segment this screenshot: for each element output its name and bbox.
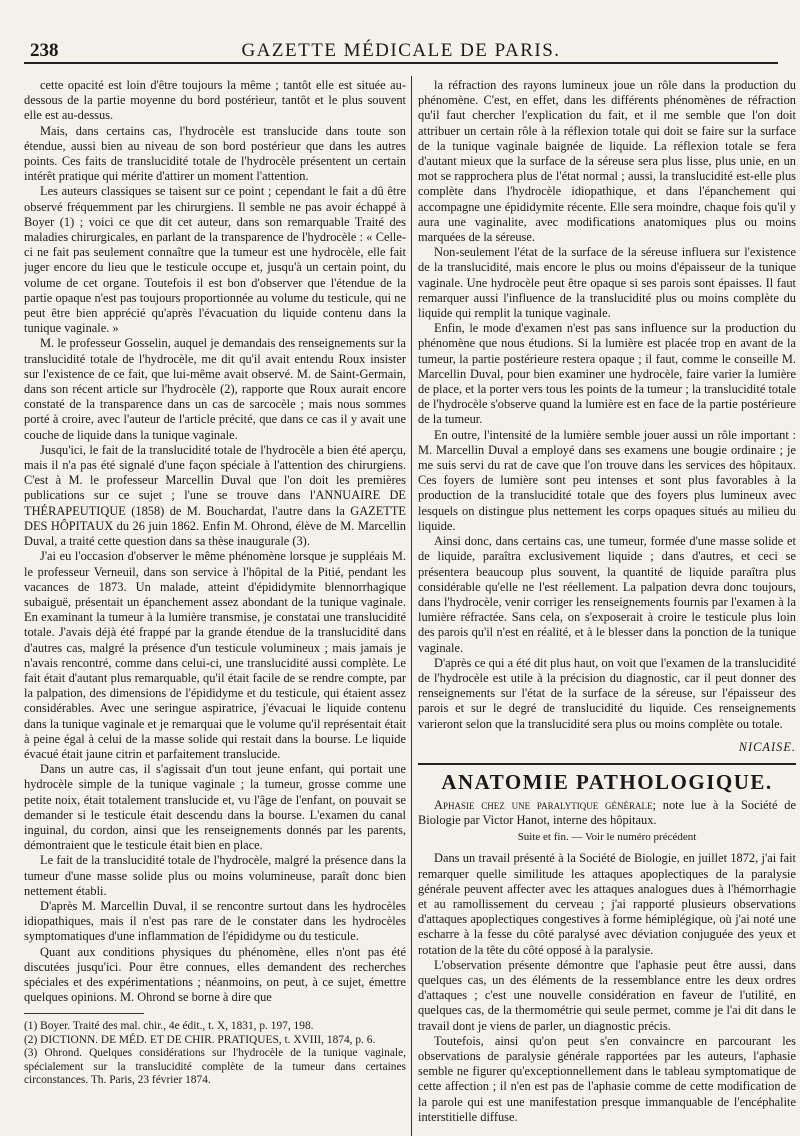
paragraph: Mais, dans certains cas, l'hydrocèle est translucide dans toute son étendue, aussi bien au niveau de son bord postérieur que dans les autres points. Ces faits de translucidité totale de l'hydrocèle présentent un certain intérêt pratique qui mérite d'attirer un moment l'attention. (24, 123, 406, 184)
footnote-rule (24, 1013, 144, 1014)
footnote: (1) Boyer. Traité des mal. chir., 4e édit., t. X, 1831, p. 197, 198. (24, 1020, 314, 1033)
paragraph: Non-seulement l'état de la surface de la séreuse influera sur l'existence de la translucidité, mais encore le plus ou moins d'épaisseur de la tunique vaginale. Une hydrocèle peut être opaque si ses parois sont épaisses. Il faut remarquer aussi l'influence de la translucidité plus ou moins complète du liquide qui remplit la tunique vaginale. (418, 245, 796, 321)
paragraph: En outre, l'intensité de la lumière semble jouer aussi un rôle important : M. Marcellin Duval a employé dans ses examens une bougie ordinaire ; je me suis servi du rat de cave que l'on trouve dans les services des hôpitaux. Ces foyers de lumière sont peu intenses et sont plus favorables à la production de la translucidité totale que des foyers plus lumineux avec lesquels on distingue plus nettement les corps opaques situés au milieu du liquide. (418, 427, 796, 533)
section-title: ANATOMIE PATHOLOGIQUE. (441, 769, 773, 794)
page-header (24, 26, 778, 64)
footnote: (2) DICTIONN. DE MÉD. ET DE CHIR. PRATIQUES, t. XVIII, 1874, p. 6. (24, 1033, 376, 1046)
paragraph: Les auteurs classiques se taisent sur ce point ; cependant le fait a dû être observé fréquemment par les chirurgiens. Il semble ne pas avoir échappé à Boyer (1) ; voici ce que dit cet auteur, dans son remarquable Traité des maladies chirurgicales, en parlant de la transparence de l'hydrocèle : « Celle-ci ne fait pas seulement connaître que la tumeur est une hydrocèle, elle fait juger encore du lieu que le testicule occupe et, jusqu'à un certain point, du volume de cet organe. Toutefois il est bon d'observer que l'étendue de la partie opaque n'est pas toujours proportionnée au volume du testicule, qui ne peut être bien apprécié qu'après l'évacuation du liquide contenu dans la tunique vaginale. » (24, 184, 406, 336)
section-divider (418, 763, 796, 765)
footnote: (3) Ohrond. Quelques considérations sur l'hydrocèle de la tunique vaginale, spécialement sur la translucidité complète de la tumeur dans certaines circonstances. Th. Paris, 23 février 1874. (24, 1047, 406, 1087)
article-subtitle: Suite et fin. — Voir le numéro précédent (517, 831, 697, 844)
paragraph: Enfin, le mode d'examen n'est pas sans influence sur la production du phénomène que nous étudions. Si la lumière est placée trop en avant de la tumeur, la partie postérieure restera opaque ; il faut, comme le conseille M. Marcellin Duval, pour bien examiner une hydrocèle, faire varier la lumière de place, et la porter vers tous les points de la tumeur ; la translucidité totale de l'hydrocèle s'observe quand la lumière est en face de la partie postérieure de la tumeur. (418, 321, 796, 427)
columns (24, 66, 796, 1136)
paragraph: Dans un travail présenté à la Société de Biologie, en juillet 1872, j'ai fait remarquer quelle similitude les attaques apoplectiques de la paralysie générale peuvent affecter avec les attaques analogues dues à l'hémorrhagie et au ramollissement du cerveau ; j'ai rapporté plusieurs observations d'attaques apoplectiques congestives à forme hémiplégique, où j'ai noté une escharre à la fesse du côté paralysé avec déviation conjuguée des yeux et rotation de la tête du côté opposé à la paralysie. (418, 851, 796, 957)
paragraph: cette opacité est loin d'être toujours la même ; tantôt elle est située au-dessous de la partie moyenne du bord postérieur, tantôt et le plus souvent elle est au-dessus. (24, 78, 406, 123)
paragraph: Jusqu'ici, le fait de la translucidité totale de l'hydrocèle a bien été aperçu, mais il n'a pas été signalé d'une façon spéciale à l'attention des chirurgiens. C'est à M. le professeur Marcellin Duval que l'on doit les premières publications sur ce sujet ; l'une se trouve dans l'ANNUAIRE DE THÉRAPEUTIQUE (1858) de M. Bouchardat, l'autre dans la GAZETTE DES HÔPITAUX du 26 juin 1862. Enfin M. Ohrond, élève de M. Marcellin Duval, a traité cette question dans sa thèse inaugurale (3). (24, 442, 406, 549)
paragraph: Quant aux conditions physiques du phénomène, elles n'ont pas été discutées jusqu'ici. Pour être connues, elles demandent des recherches spéciales et des expérimentations ; néanmoins, on peut, à ce sujet, émettre quelques opinions. M. Ohrond se borne à dire que (24, 944, 406, 1005)
paragraph: D'après ce qui a été dit plus haut, on voit que l'examen de la translucidité de l'hydrocèle est utile à la précision du diagnostic, car il peut donner des renseignements sur l'état de la surface de la séreuse, sur l'épaisseur des parois et sur le degré de translucidité du liquide. Ces renseignements varieront selon que la translucidité sera plus ou moins complète ou totale. (418, 655, 796, 731)
page-number: 238 (30, 40, 59, 61)
paragraph: J'ai eu l'occasion d'observer le même phénomène lorsque je suppléais M. le professeur Verneuil, dans son service à l'hôpital de la Pitié, pendant les vacances de 1873. Un malade, atteint d'épididymite blennorrhagique subaiguë, présentait un épanchement assez abondant de la tunique vaginale. En examinant la tumeur à la lumière transmise, je constatai une translucidité totale. J'avais déjà été frappé par la grande étendue de la translucidité dans d'autres cas, malgré la présence d'un testicule volumineux ; mais jamais je n'avais rencontré, comme dans celui-ci, une translucidité aussi complète. Le fait était d'autant plus remarquable, qu'il était facile de se rendre compte, par la palpation, des dimensions de l'épididyme et du testicule, qui étaient assez considérables. Avec une seringue aspiratrice, j'évacuai le liquide contenu dans la tunique vaginale et je remarquai que le volume qu'il représentait était à peine égal à celui de la masse solide qui restait dans la bourse. Le liquide évacué était jaune citrin et parfaitement translucide. (24, 549, 406, 761)
paragraph: D'après M. Marcellin Duval, il se rencontre surtout dans les hydrocèles idiopathiques, mais il n'est pas rare de le constater dans les hydrocèles symptomatiques d'une inflammation de l'épididyme ou du testicule. (24, 898, 406, 944)
right-column (418, 78, 796, 1136)
paragraph: Ainsi donc, dans certains cas, une tumeur, formée d'une masse solide et de liquide, paraîtra exclusivement liquide ; dans d'autres, et ceci se présentera beaucoup plus souvent, la quantité de liquide paraîtra plus considérable qu'elle ne l'est réellement. La palpation devra donc toujours, dans l'hydrocèle, venir corriger les renseignements fournis par l'examen à la lumière réfractée. Sans cela, on s'exposerait à croire le testicule plus loin des parois qu'il n'est en réalité, et à le blesser dans la ponction de la tunique vaginale. (418, 534, 796, 655)
signature: NICAISE. (738, 739, 796, 754)
paragraph: la réfraction des rayons lumineux joue un rôle dans la production du phénomène. C'est, en effet, dans les différents phénomènes de réfraction qu'il faut chercher l'explication du fait, et il me semble que l'on doit attribuer un certain rôle à la réflexion totale qui doit se faire sur la surface de la tunique vaginale baignée de liquide. La réflexion totale se fera d'autant mieux que la surface de la séreuse sera plus lisse, plus unie, en un mot se rapprochera plus de l'état normal ; aussi, la translucidité est-elle plus complète dans l'hydrocèle idiopathique, et dans l'épanchement qui accompagne une épididymite récente. Elle sera moindre, chaque fois qu'il y aura une vaginalite, avec modifications anatomiques plus ou moins marquées de la séreuse. (418, 78, 796, 245)
paragraph: L'observation présente démontre que l'aphasie peut être aussi, dans quelques cas, un des éléments de la ressemblance entre les deux ordres d'attaques ; c'est une nouvelle considération en faveur de l'utilité, en quelques cas, de la thermométrie qui seule permet, comme je l'ai dit dans le travail dont je viens de parler, un diagnostic précis. (418, 957, 796, 1033)
paragraph: M. le professeur Gosselin, auquel je demandais des renseignements sur la translucidité totale de l'hydrocèle, me dit qu'il avait entendu Roux insister sur l'existence de ce fait, que lui-même avait observé. M. de Saint-Germain, dans son récent article sur l'hydrocèle (2), rapporte que Roux aurait encore constaté de la transparence dans un cas de sarcocèle ; mais nous sommes porté à croire, avec l'auteur de l'article précité, que dans ce cas il y avait une couche de liquide dans la tunique vaginale. (24, 336, 406, 442)
article-byline: ; note lue à la Société de Biologie par Victor Hanot, interne des hôpitaux. (418, 798, 796, 828)
journal-title: GAZETTE MÉDICALE DE PARIS. (241, 40, 561, 61)
article-heading (418, 798, 796, 828)
column-rule (411, 76, 412, 1136)
paragraph: Toutefois, ainsi qu'on peut s'en convaincre en parcourant les observations de paralysie générale rapportées par les auteurs, l'aphasie semble ne figurer qu'exceptionnellement dans le tableau symptomatique de cette affection ; il n'en est pas de l'aphasie comme de cette modification de la parole qui est une manifestation presque immanquable de l'encéphalite interstitielle diffuse. (418, 1033, 796, 1124)
paragraph: Dans un autre cas, il s'agissait d'un tout jeune enfant, qui portait une hydrocèle simple de la tunique vaginale ; la tumeur, grosse comme une petite noix, était totalement translucide et, vu l'âge de l'enfant, on pouvait se demander si le testicule était descendu dans la bourse. L'examen du canal inguinal, du cordon, ainsi que les renseignements donnés par les parents, démontraient que le testicule était bien en place. (24, 762, 406, 853)
left-column (24, 78, 406, 1134)
paragraph: Le fait de la translucidité totale de l'hydrocèle, malgré la présence dans la tumeur d'une masse solide plus ou moins volumineuse, paraît donc bien nettement établi. (24, 853, 406, 898)
article-title: Aphasie chez une paralytique générale (434, 798, 653, 813)
